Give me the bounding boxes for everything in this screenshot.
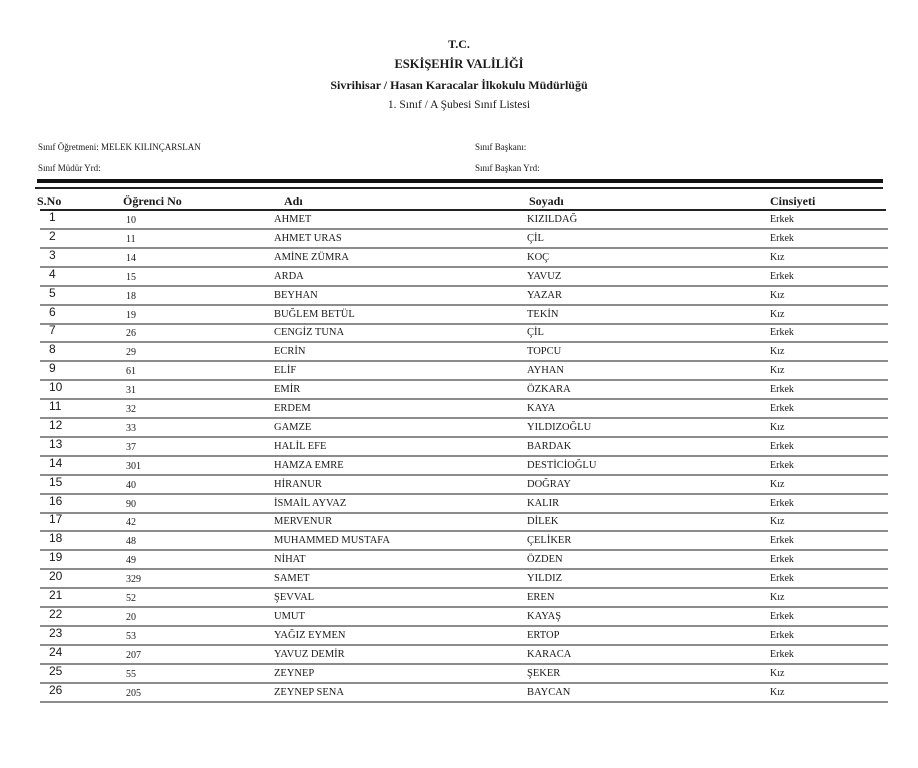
row-sno: 24 [49,644,63,659]
row-name: BUĞLEM BETÜL [274,308,355,320]
row-sno: 17 [49,512,63,527]
row-surname: ÖZKARA [527,384,571,396]
table-row [40,551,888,570]
row-sno: 13 [49,436,63,451]
row-gender: Kız [770,421,785,433]
column-header-gender: Cinsiyeti [770,194,816,208]
header-governorship: ESKİŞEHİR VALİLİĞİ [394,57,524,71]
table-row [40,287,888,306]
row-surname: TOPCU [527,346,562,358]
table-row [40,646,888,665]
row-sno: 6 [49,304,56,319]
table-row [40,306,888,325]
row-sno: 7 [49,323,56,338]
row-name: MUHAMMED MUSTAFA [274,535,390,547]
row-name: ERDEM [274,403,311,414]
row-gender: Erkek [770,610,794,622]
row-surname: BARDAK [527,440,572,452]
row-name: NİHAT [274,554,306,566]
table-row [40,343,888,362]
table-row [40,381,888,400]
table-row [40,457,888,476]
row-sno: 5 [49,285,56,300]
row-student-no: 11 [126,233,136,245]
table-row [40,627,888,646]
row-gender: Kız [770,251,785,263]
row-student-no: 42 [126,517,136,529]
row-gender: Kız [770,592,785,603]
row-sno: 18 [49,531,63,546]
row-sno: 23 [49,625,63,640]
row-sno: 14 [49,455,63,470]
row-name: BEYHAN [274,289,318,301]
row-gender: Erkek [770,648,794,660]
class-teacher: Sınıf Öğretmeni: MELEK KILINÇARSLAN [38,142,201,152]
table-row [40,532,888,551]
row-surname: YAVUZ [527,270,562,282]
column-header-sno: S.No [37,194,62,208]
row-surname: YILDIZ [527,573,562,585]
row-name: ZEYNEP SENA [274,686,344,698]
row-surname: ÇİL [527,232,544,244]
row-gender: Kız [770,308,785,320]
row-sno: 1 [49,210,56,224]
row-gender: Erkek [770,459,794,471]
row-gender: Erkek [770,554,794,566]
row-name: HİRANUR [274,478,322,490]
row-sno: 21 [49,588,63,602]
row-surname: KALIR [527,497,560,509]
row-gender: Erkek [770,403,794,414]
row-student-no: 10 [126,215,136,226]
row-gender: Erkek [770,497,794,509]
row-name: ECRİN [274,346,306,358]
column-header-surname: Soyadı [529,194,564,208]
row-name: ELİF [274,365,297,377]
table-row [40,211,888,230]
row-name: CENGİZ TUNA [274,327,345,339]
row-name: GAMZE [274,421,312,433]
class-vice-president: Sınıf Başkan Yrd: [475,163,540,173]
column-header-name: Adı [284,194,303,208]
header-list-title: 1. Sınıf / A Şubesi Sınıf Listesi [387,99,531,111]
row-surname: ÖZDEN [527,554,563,566]
row-name: UMUT [274,610,305,622]
table-row [40,513,888,532]
table-row [40,608,888,627]
row-student-no: 53 [126,630,136,642]
row-surname: KIZILDAĞ [527,214,578,225]
table-row [40,570,888,589]
table-row [40,400,888,419]
row-sno: 8 [49,342,56,357]
row-surname: KAYAŞ [527,610,562,622]
column-header-student-no: Öğrenci No [123,194,182,208]
row-student-no: 37 [126,441,136,453]
row-sno: 19 [49,550,63,565]
row-name: SAMET [274,573,310,585]
table-row [40,249,888,268]
row-gender: Erkek [770,270,794,282]
row-student-no: 19 [126,309,136,321]
row-name: AHMET [274,214,312,225]
table-row [40,438,888,457]
row-sno: 9 [49,361,56,376]
row-surname: ERTOP [527,629,560,641]
row-gender: Erkek [770,214,794,225]
row-surname: YILDIZOĞLU [527,421,592,433]
row-student-no: 90 [126,498,136,510]
row-name: MERVENUR [274,516,333,528]
row-gender: Kız [770,478,785,490]
table-row [40,684,888,703]
row-gender: Kız [770,686,785,698]
row-name: ŞEVVAL [274,592,315,603]
row-student-no: 55 [126,668,136,680]
row-name: İSMAİL AYVAZ [274,497,347,509]
row-sno: 10 [49,380,63,395]
table-row [40,495,888,514]
row-surname: ŞEKER [527,667,561,679]
table-row [40,230,888,249]
row-student-no: 29 [126,347,136,359]
row-name: AMİNE ZÜMRA [274,251,349,263]
row-student-no: 32 [126,404,136,415]
row-name: HALİL EFE [274,440,327,452]
row-name: AHMET URAS [274,232,342,244]
row-gender: Erkek [770,629,794,641]
row-student-no: 18 [126,290,136,302]
row-student-no: 20 [126,611,136,623]
row-student-no: 14 [126,252,136,264]
row-student-no: 48 [126,536,136,548]
row-surname: BAYCAN [527,686,571,698]
row-gender: Kız [770,365,785,377]
row-name: HAMZA EMRE [274,459,344,471]
row-gender: Erkek [770,573,794,585]
row-sno: 12 [49,417,63,432]
row-gender: Erkek [770,232,794,244]
row-surname: DİLEK [527,516,559,528]
row-sno: 11 [49,399,62,413]
table-row [40,324,888,343]
row-student-no: 33 [126,422,136,434]
table-row [40,362,888,381]
table-row [40,476,888,495]
row-student-no: 26 [126,328,136,340]
table-row [40,665,888,684]
row-name: YAVUZ DEMİR [274,648,345,660]
header-tc: T.C. [448,37,470,51]
row-gender: Erkek [770,535,794,547]
row-sno: 3 [49,247,56,262]
row-sno: 4 [49,266,56,281]
table-row [40,419,888,438]
row-sno: 20 [49,569,63,584]
row-surname: DOĞRAY [527,478,571,490]
row-name: ZEYNEP [274,667,315,679]
row-gender: Erkek [770,327,794,339]
row-student-no: 49 [126,555,136,567]
class-president: Sınıf Başkanı: [475,142,527,152]
row-surname: ÇELİKER [527,535,572,547]
row-student-no: 205 [126,687,141,699]
divider-thin [35,187,883,189]
row-gender: Kız [770,667,785,679]
row-surname: DESTİCİOĞLU [527,459,597,471]
row-surname: YAZAR [527,289,563,301]
divider-thick [37,179,883,183]
row-surname: EREN [527,592,555,603]
row-student-no: 15 [126,271,136,283]
row-sno: 25 [49,663,63,678]
row-name: ARDA [274,270,304,282]
row-surname: KAYA [527,403,556,414]
row-sno: 22 [49,606,63,621]
row-student-no: 40 [126,479,136,491]
row-sno: 16 [49,493,63,508]
row-student-no: 207 [126,649,141,661]
row-gender: Kız [770,289,785,301]
row-surname: ÇİL [527,327,544,339]
row-student-no: 31 [126,385,136,397]
row-sno: 15 [49,474,63,489]
row-name: YAĞIZ EYMEN [274,629,346,641]
table-row [40,268,888,287]
row-student-no: 301 [126,460,141,472]
row-student-no: 329 [126,574,141,586]
header-school: Sivrihisar / Hasan Karacalar İlkokulu Müdürlüğü [330,78,588,92]
row-surname: KOÇ [527,251,550,263]
row-surname: AYHAN [527,365,564,377]
row-sno: 26 [49,682,63,697]
table-row [40,589,888,608]
row-student-no: 61 [126,366,136,378]
row-student-no: 52 [126,593,136,604]
row-gender: Erkek [770,440,794,452]
class-vice-principal: Sınıf Müdür Yrd: [38,163,101,173]
row-surname: KARACA [527,648,572,660]
row-gender: Kız [770,346,785,358]
row-name: EMİR [274,384,301,396]
row-surname: TEKİN [527,308,559,320]
row-gender: Erkek [770,384,794,396]
row-sno: 2 [49,228,56,243]
row-gender: Kız [770,516,785,528]
